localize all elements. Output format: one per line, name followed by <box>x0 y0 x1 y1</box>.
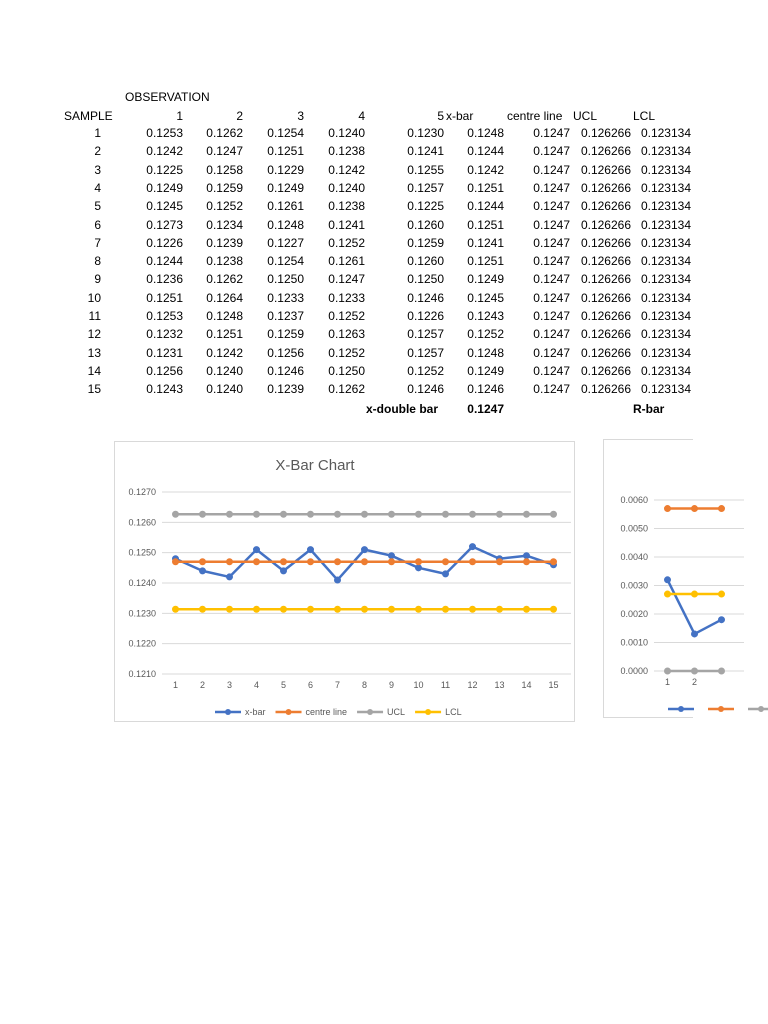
ucl-value: 0.126266 <box>580 199 631 213</box>
legend-label: centre line <box>305 707 348 717</box>
data-point[interactable] <box>389 553 395 559</box>
data-point[interactable] <box>416 606 422 612</box>
lcl-value: 0.123134 <box>640 327 691 341</box>
data-point[interactable] <box>470 511 476 517</box>
lcl-value: 0.123134 <box>640 181 691 195</box>
r-chart[interactable] <box>603 439 698 718</box>
ucl-value: 0.126266 <box>580 346 631 360</box>
legend-marker <box>678 706 684 712</box>
data-point[interactable] <box>281 511 287 517</box>
r-chart-svg <box>604 440 744 717</box>
observation-value: 0.1252 <box>328 346 365 360</box>
data-point[interactable] <box>719 591 725 597</box>
data-point[interactable] <box>389 606 395 612</box>
data-point[interactable] <box>416 511 422 517</box>
observation-value: 0.1251 <box>267 144 304 158</box>
observation-value: 0.1257 <box>407 181 444 195</box>
lcl-value: 0.123134 <box>640 254 691 268</box>
x-tick-label: 12 <box>467 680 478 690</box>
legend-marker <box>425 709 431 715</box>
data-point[interactable] <box>443 571 449 577</box>
observation-value: 0.1256 <box>267 346 304 360</box>
observation-value: 0.1249 <box>267 181 304 195</box>
sample-number: 7 <box>94 236 101 250</box>
lcl-value: 0.123134 <box>640 291 691 305</box>
obs-col-header: 4 <box>358 109 365 123</box>
ucl-value: 0.126266 <box>580 144 631 158</box>
observation-value: 0.1247 <box>328 272 365 286</box>
observation-value: 0.1240 <box>206 364 243 378</box>
observation-value: 0.1227 <box>267 236 304 250</box>
xbar-value: 0.1244 <box>467 199 504 213</box>
observation-value: 0.1242 <box>328 163 365 177</box>
y-tick-label: 0.0030 <box>620 580 648 591</box>
data-point[interactable] <box>470 559 476 565</box>
x-double-bar-value: 0.1247 <box>467 402 504 416</box>
data-point[interactable] <box>692 631 698 637</box>
observation-value: 0.1262 <box>206 272 243 286</box>
legend-marker <box>718 706 724 712</box>
observation-value: 0.1242 <box>146 144 183 158</box>
centre-line-value: 0.1247 <box>533 236 570 250</box>
observation-value: 0.1257 <box>407 327 444 341</box>
lcl-value: 0.123134 <box>640 382 691 396</box>
x-tick-label: 13 <box>494 680 505 690</box>
ucl-value: 0.126266 <box>580 236 631 250</box>
observation-value: 0.1260 <box>407 218 444 232</box>
observation-value: 0.1248 <box>267 218 304 232</box>
observation-value: 0.1262 <box>206 126 243 140</box>
x-tick-label: 2 <box>691 677 698 687</box>
ucl-value: 0.126266 <box>580 272 631 286</box>
sample-number: 1 <box>94 126 101 140</box>
data-point[interactable] <box>665 506 671 512</box>
centre-line-value: 0.1247 <box>533 327 570 341</box>
observation-value: 0.1238 <box>206 254 243 268</box>
observation-value: 0.1225 <box>407 199 444 213</box>
observation-value: 0.1260 <box>407 254 444 268</box>
observation-value: 0.1246 <box>407 291 444 305</box>
centre-line-header: centre line <box>507 109 563 123</box>
y-tick-label: 0.0020 <box>620 609 648 619</box>
observation-value: 0.1246 <box>267 364 304 378</box>
centre-line-value: 0.1247 <box>533 163 570 177</box>
x-tick-label: 8 <box>361 680 368 690</box>
observation-value: 0.1264 <box>206 291 243 305</box>
observation-value: 0.1249 <box>146 181 183 195</box>
observation-value: 0.1252 <box>328 236 365 250</box>
x-tick-label: 2 <box>199 680 206 690</box>
data-point[interactable] <box>173 511 179 517</box>
observation-value: 0.1241 <box>407 144 444 158</box>
xbar-value: 0.1248 <box>467 126 504 140</box>
sample-header: SAMPLE <box>64 109 113 123</box>
data-point[interactable] <box>692 506 698 512</box>
y-tick-label: 0.1240 <box>128 578 156 588</box>
observation-value: 0.1233 <box>328 291 365 305</box>
observation-value: 0.1240 <box>328 181 365 195</box>
data-point[interactable] <box>308 511 314 517</box>
data-point[interactable] <box>551 559 557 565</box>
observation-value: 0.1246 <box>407 382 444 396</box>
y-tick-label: 0.1210 <box>128 669 156 679</box>
data-point[interactable] <box>335 559 341 565</box>
data-point[interactable] <box>335 606 341 612</box>
xbar-value: 0.1248 <box>467 346 504 360</box>
data-point[interactable] <box>692 668 698 674</box>
centre-line-value: 0.1247 <box>533 309 570 323</box>
x-tick-label: 6 <box>307 680 314 690</box>
ucl-value: 0.126266 <box>580 181 631 195</box>
xbar-chart[interactable] <box>114 441 575 722</box>
centre-line-value: 0.1247 <box>533 218 570 232</box>
data-point[interactable] <box>362 547 368 553</box>
sample-number: 12 <box>87 327 101 341</box>
centre-line-value: 0.1247 <box>533 291 570 305</box>
data-point[interactable] <box>719 668 725 674</box>
ucl-value: 0.126266 <box>580 327 631 341</box>
observation-value: 0.1257 <box>407 346 444 360</box>
ucl-header: UCL <box>573 109 598 123</box>
observation-value: 0.1261 <box>328 254 365 268</box>
data-point[interactable] <box>470 606 476 612</box>
y-tick-label: 0.0050 <box>620 523 648 534</box>
observation-value: 0.1238 <box>328 144 365 158</box>
observation-value: 0.1253 <box>146 309 183 323</box>
xbar-value: 0.1242 <box>467 163 504 177</box>
ucl-value: 0.126266 <box>580 364 631 378</box>
y-tick-label: 0.0060 <box>620 495 648 505</box>
legend-marker <box>758 706 764 712</box>
y-tick-label: 0.1230 <box>128 608 156 619</box>
x-tick-label: 9 <box>388 680 395 690</box>
data-point[interactable] <box>416 565 422 571</box>
data-point[interactable] <box>254 547 260 553</box>
ucl-value: 0.126266 <box>580 382 631 396</box>
lcl-value: 0.123134 <box>640 236 691 250</box>
observation-value: 0.1250 <box>267 272 304 286</box>
y-tick-label: 0.1250 <box>128 547 156 558</box>
observation-value: 0.1252 <box>407 364 444 378</box>
lcl-header: LCL <box>633 109 656 123</box>
observation-value: 0.1242 <box>206 346 243 360</box>
ucl-value: 0.126266 <box>580 163 631 177</box>
observation-value: 0.1254 <box>267 126 304 140</box>
x-tick-label: 5 <box>280 680 287 690</box>
sample-number: 11 <box>88 309 101 323</box>
observation-value: 0.1250 <box>407 272 444 286</box>
y-tick-label: 0.1220 <box>128 638 156 649</box>
data-point[interactable] <box>389 559 395 565</box>
sample-number: 9 <box>94 272 101 286</box>
chart-title: X-Bar Chart <box>275 457 355 474</box>
centre-line-value: 0.1247 <box>533 382 570 396</box>
observation-value: 0.1239 <box>206 236 243 250</box>
data-point[interactable] <box>308 559 314 565</box>
data-point[interactable] <box>443 606 449 612</box>
observation-value: 0.1234 <box>206 218 243 232</box>
sample-number: 2 <box>94 144 101 158</box>
data-point[interactable] <box>524 511 530 517</box>
data-point[interactable] <box>281 606 287 612</box>
data-point[interactable] <box>416 559 422 565</box>
sample-number: 15 <box>87 382 101 396</box>
sample-number: 3 <box>94 163 101 177</box>
ucl-value: 0.126266 <box>580 309 631 323</box>
data-point[interactable] <box>551 511 557 517</box>
x-double-bar-label: x-double bar <box>365 402 438 416</box>
data-point[interactable] <box>692 591 698 597</box>
xbar-value: 0.1251 <box>467 181 504 195</box>
observation-header: OBSERVATION <box>125 90 210 104</box>
ucl-value: 0.126266 <box>580 254 631 268</box>
data-point[interactable] <box>362 511 368 517</box>
xbar-value: 0.1251 <box>467 218 504 232</box>
xbar-value: 0.1243 <box>467 309 504 323</box>
observation-value: 0.1256 <box>146 364 183 378</box>
x-tick-label: 10 <box>413 680 424 690</box>
observation-value: 0.1236 <box>146 272 183 286</box>
x-tick-label: 3 <box>226 680 233 690</box>
x-tick-label: 7 <box>334 680 341 690</box>
observation-value: 0.1245 <box>146 199 183 213</box>
observation-value: 0.1240 <box>206 382 243 396</box>
xbar-value: 0.1252 <box>467 327 504 341</box>
data-point[interactable] <box>497 606 503 612</box>
data-point[interactable] <box>497 559 503 565</box>
data-point[interactable] <box>200 568 206 574</box>
ucl-value: 0.126266 <box>580 218 631 232</box>
obs-col-header: 3 <box>297 109 304 123</box>
data-point[interactable] <box>362 606 368 612</box>
data-point[interactable] <box>173 559 179 565</box>
data-point[interactable] <box>227 559 233 565</box>
data-point[interactable] <box>227 511 233 517</box>
xbar-value: 0.1249 <box>467 364 504 378</box>
data-point[interactable] <box>335 511 341 517</box>
sample-number: 14 <box>87 364 101 378</box>
centre-line-value: 0.1247 <box>533 346 570 360</box>
y-tick-label: 0.0000 <box>620 666 648 676</box>
lcl-value: 0.123134 <box>640 163 691 177</box>
observation-value: 0.1259 <box>267 327 304 341</box>
xbar-value: 0.1251 <box>467 254 504 268</box>
lcl-value: 0.123134 <box>640 309 691 323</box>
legend-marker <box>286 709 292 715</box>
data-point[interactable] <box>665 591 671 597</box>
centre-line-value: 0.1247 <box>533 199 570 213</box>
data-point[interactable] <box>362 559 368 565</box>
observation-value: 0.1262 <box>328 382 365 396</box>
observation-value: 0.1252 <box>206 199 243 213</box>
x-tick-label: 1 <box>664 677 671 687</box>
data-point[interactable] <box>227 606 233 612</box>
data-point[interactable] <box>308 606 314 612</box>
data-point[interactable] <box>389 511 395 517</box>
obs-col-header: 1 <box>176 109 183 123</box>
lcl-value: 0.123134 <box>640 144 691 158</box>
observation-value: 0.1263 <box>328 327 365 341</box>
centre-line-value: 0.1247 <box>533 126 570 140</box>
r-bar-label: R-bar <box>633 402 665 416</box>
legend-label: UCL <box>387 707 406 717</box>
data-point[interactable] <box>524 606 530 612</box>
centre-line-value: 0.1247 <box>533 181 570 195</box>
observation-value: 0.1253 <box>146 126 183 140</box>
data-point[interactable] <box>200 511 206 517</box>
x-tick-label: 4 <box>253 680 260 690</box>
sample-number: 6 <box>94 218 101 232</box>
observation-value: 0.1232 <box>146 327 183 341</box>
xbar-chart-svg <box>115 442 574 721</box>
sample-number: 5 <box>94 199 101 213</box>
observation-value: 0.1258 <box>206 163 243 177</box>
observation-value: 0.1252 <box>328 309 365 323</box>
sample-number: 13 <box>87 346 101 360</box>
xbar-value: 0.1246 <box>467 382 504 396</box>
data-point[interactable] <box>665 577 671 583</box>
lcl-value: 0.123134 <box>640 346 691 360</box>
observation-value: 0.1251 <box>146 291 183 305</box>
observation-value: 0.1225 <box>146 163 183 177</box>
observation-value: 0.1255 <box>407 163 444 177</box>
sample-number: 4 <box>94 181 101 195</box>
data-point[interactable] <box>227 574 233 580</box>
ucl-value: 0.126266 <box>580 126 631 140</box>
observation-value: 0.1241 <box>328 218 365 232</box>
y-tick-label: 0.1270 <box>128 487 156 497</box>
data-point[interactable] <box>719 617 725 623</box>
centre-line-value: 0.1247 <box>533 144 570 158</box>
observation-value: 0.1273 <box>146 218 183 232</box>
observation-value: 0.1254 <box>267 254 304 268</box>
observation-value: 0.1240 <box>328 126 365 140</box>
sample-number: 10 <box>87 291 101 305</box>
legend-label: LCL <box>445 707 462 717</box>
lcl-value: 0.123134 <box>640 364 691 378</box>
series-line[interactable] <box>668 580 722 634</box>
centre-line-value: 0.1247 <box>533 272 570 286</box>
data-point[interactable] <box>551 606 557 612</box>
y-tick-label: 0.0040 <box>620 552 648 562</box>
observation-value: 0.1226 <box>146 236 183 250</box>
lcl-value: 0.123134 <box>640 126 691 140</box>
observation-value: 0.1250 <box>328 364 365 378</box>
y-tick-label: 0.1260 <box>128 517 156 528</box>
data-point[interactable] <box>443 559 449 565</box>
legend-marker <box>367 709 373 715</box>
data-point[interactable] <box>254 606 260 612</box>
observation-value: 0.1226 <box>407 309 444 323</box>
data-point[interactable] <box>470 544 476 550</box>
obs-col-header: 2 <box>236 109 243 123</box>
data-point[interactable] <box>497 511 503 517</box>
observation-value: 0.1244 <box>146 254 183 268</box>
xbar-value: 0.1241 <box>467 236 504 250</box>
y-tick-label: 0.0010 <box>620 637 648 648</box>
observation-value: 0.1233 <box>267 291 304 305</box>
observation-value: 0.1239 <box>267 382 304 396</box>
data-point[interactable] <box>281 568 287 574</box>
x-tick-label: 11 <box>440 680 451 690</box>
data-point[interactable] <box>524 559 530 565</box>
observation-value: 0.1247 <box>206 144 243 158</box>
data-point[interactable] <box>254 511 260 517</box>
data-point[interactable] <box>665 668 671 674</box>
x-tick-label: 14 <box>521 680 532 690</box>
lcl-value: 0.123134 <box>640 199 691 213</box>
observation-value: 0.1238 <box>328 199 365 213</box>
observation-value: 0.1230 <box>407 126 444 140</box>
observation-value: 0.1243 <box>146 382 183 396</box>
lcl-value: 0.123134 <box>640 218 691 232</box>
lcl-value: 0.123134 <box>640 272 691 286</box>
data-point[interactable] <box>173 606 179 612</box>
observation-value: 0.1237 <box>267 309 304 323</box>
observation-value: 0.1231 <box>146 346 183 360</box>
data-point[interactable] <box>281 559 287 565</box>
observation-value: 0.1261 <box>267 199 304 213</box>
x-tick-label: 1 <box>172 680 179 690</box>
xbar-value: 0.1244 <box>467 144 504 158</box>
data-point[interactable] <box>335 577 341 583</box>
legend-marker <box>225 709 231 715</box>
x-tick-label: 15 <box>548 680 559 690</box>
data-point[interactable] <box>443 511 449 517</box>
data-point[interactable] <box>200 606 206 612</box>
xbar-value: 0.1245 <box>467 291 504 305</box>
data-point[interactable] <box>524 553 530 559</box>
data-point[interactable] <box>719 506 725 512</box>
obs-col-header: 5 <box>437 109 444 123</box>
legend-label: x-bar <box>245 707 266 717</box>
data-point[interactable] <box>308 547 314 553</box>
observation-value: 0.1259 <box>206 181 243 195</box>
observation-value: 0.1251 <box>206 327 243 341</box>
centre-line-value: 0.1247 <box>533 254 570 268</box>
ucl-value: 0.126266 <box>580 291 631 305</box>
data-point[interactable] <box>254 559 260 565</box>
xbar-header: x-bar <box>446 109 474 123</box>
data-point[interactable] <box>200 559 206 565</box>
observation-value: 0.1259 <box>407 236 444 250</box>
sample-number: 8 <box>94 254 101 268</box>
observation-value: 0.1229 <box>267 163 304 177</box>
observation-value: 0.1248 <box>206 309 243 323</box>
centre-line-value: 0.1247 <box>533 364 570 378</box>
xbar-value: 0.1249 <box>467 272 504 286</box>
